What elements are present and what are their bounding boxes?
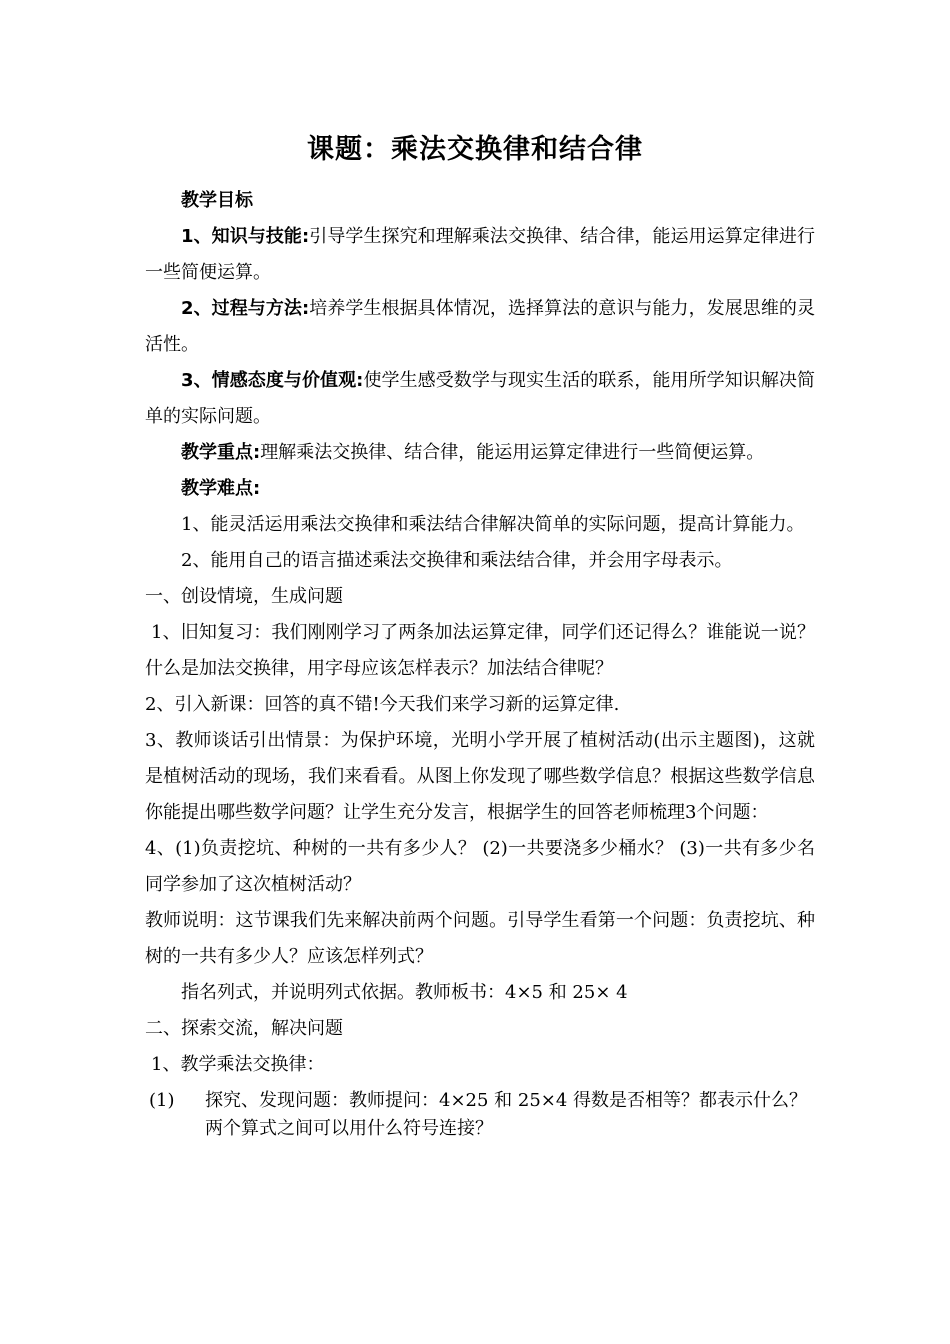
lesson-title: 课题：乘法交换律和结合律: [307, 134, 643, 165]
sub-item: [145, 1083, 815, 1143]
objective-label: 3、情感态度与价值观:: [181, 370, 364, 391]
objectives-heading: 教学目标: [181, 190, 253, 211]
objective-text: 培养学生根据具体情况，选择算法的意识与能力，发展思维的灵活性。: [145, 298, 815, 355]
section-item: 1、旧知复习：我们刚刚学习了两条加法运算定律，同学们还记得么？谁能说一说？什么是加法交换律，用字母应该怎样表示？加法结合律呢？: [145, 622, 815, 679]
objective-text: 引导学生探究和理解乘法交换律、结合律，能运用运算定律进行一些简便运算。: [145, 226, 815, 283]
sub-item-number: (1): [149, 1090, 175, 1111]
sub-item-text: 探究、发现问题：教师提问：4×25 和 25×4 得数是否相等？都表示什么？两个算式之间可以用什么符号连接？: [205, 1090, 808, 1139]
objective-label: 1、知识与技能:: [181, 226, 310, 247]
key-point: [145, 435, 815, 471]
section-heading: 二、探索交流，解决问题: [145, 1018, 343, 1039]
section-item: 4、(1)负责挖坑、种树的一共有多少人？ (2)一共要浇多少桶水？ (3)一共有多少名同学参加了这次植树活动？: [145, 838, 815, 895]
difficulty-item: 1、能灵活运用乘法交换律和乘法结合律解决简单的实际问题，提高计算能力。: [181, 514, 805, 535]
difficulty-heading: 教学难点:: [181, 478, 261, 499]
key-point-text: 理解乘法交换律、结合律，能运用运算定律进行一些简便运算。: [260, 442, 765, 463]
objective-item: [145, 363, 815, 435]
section-item: 2、引入新课：回答的真不错!今天我们来学习新的运算定律.: [145, 694, 620, 715]
objective-text: 使学生感受数学与现实生活的联系，能用所学知识解决简单的实际问题。: [145, 370, 815, 427]
board-note: 指名列式，并说明列式依据。教师板书：4×5 和 25× 4: [181, 982, 628, 1003]
objective-item: [145, 291, 815, 363]
section-item: 3、教师谈话引出情景：为保护环境，光明小学开展了植树活动(出示主题图)，这就是植树活动的现场，我们来看看。从图上你发现了哪些数学信息？根据这些数学信息你能提出哪些数学问题？让学生充分发言，根据学生的回答老师梳理3个问题：: [145, 730, 815, 823]
objective-item: [145, 219, 815, 291]
document-body: [145, 183, 815, 1143]
key-point-label: 教学重点:: [181, 442, 261, 463]
difficulty-item: 2、能用自己的语言描述乘法交换律和乘法结合律，并会用字母表示。: [181, 550, 733, 571]
section-item: 1、教学乘法交换律：: [151, 1054, 325, 1075]
section-item: 教师说明：这节课我们先来解决前两个问题。引导学生看第一个问题：负责挖坑、种树的一共有多少人？应该怎样列式？: [145, 910, 815, 967]
section-heading: 一、创设情境，生成问题: [145, 586, 343, 607]
objective-label: 2、过程与方法:: [181, 298, 310, 319]
